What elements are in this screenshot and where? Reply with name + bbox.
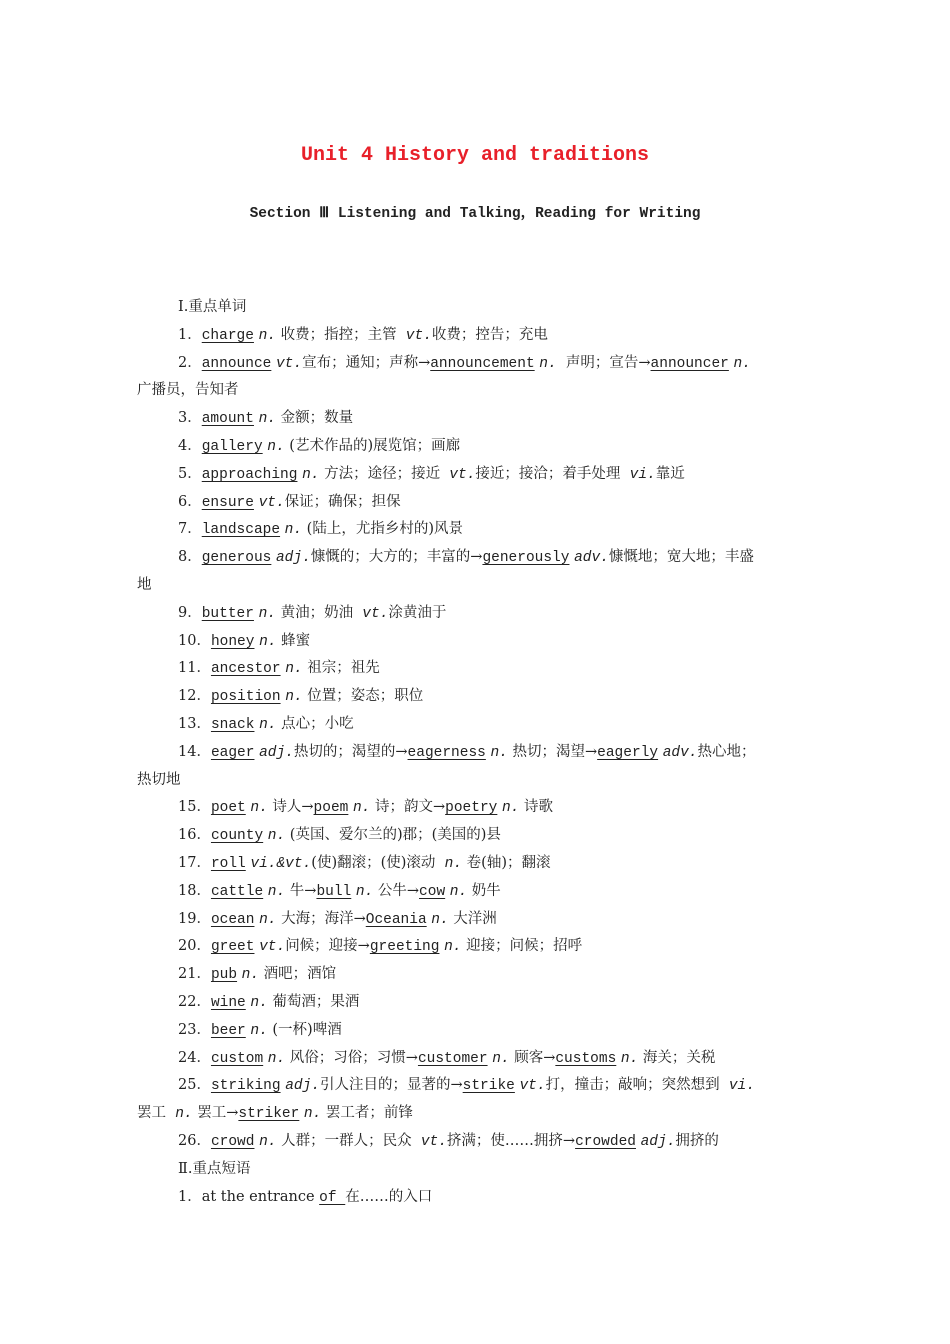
definition-text: 6． (178, 493, 202, 510)
part-of-speech: n. (490, 744, 508, 761)
definition-text: 诗；韵文→ (370, 799, 446, 816)
answer-word: striker (238, 1106, 300, 1123)
part-of-speech: n. (258, 411, 276, 428)
definition-text: 大海；海洋→ (276, 910, 366, 927)
list-item-continuation (137, 1100, 817, 1128)
part-of-speech: n. (620, 1050, 639, 1067)
definition-text: 1． (178, 326, 202, 343)
list-item (137, 405, 817, 433)
answer-word: poetry (445, 800, 498, 817)
answer-word: custom (210, 1050, 264, 1067)
answer-word: eagerness (407, 744, 486, 761)
answer-word: customer (417, 1050, 488, 1067)
part-of-speech: n. (267, 1050, 286, 1067)
list-item (137, 489, 817, 517)
list-item (137, 544, 817, 572)
answer-word: snack (210, 716, 255, 733)
definition-text: 卷(轴)；翻滚 (462, 854, 551, 871)
list-item (137, 878, 817, 906)
definition-text: 18． (178, 882, 211, 899)
definition-text: 位置；姿态；职位 (302, 688, 424, 705)
definition-text: 慷慨的；大方的；丰富的→ (310, 549, 483, 566)
definition-text: 17． (178, 854, 211, 871)
definition-text: 酒吧；酒馆 (259, 966, 337, 983)
answer-word: roll (210, 855, 246, 872)
answer-word: of (319, 1189, 346, 1206)
part-of-speech: n. (444, 855, 463, 872)
answer-word: landscape (201, 522, 281, 539)
definition-text: (陆上，尤指乡村的)风景 (302, 521, 464, 538)
part-of-speech: adj. (275, 550, 311, 567)
definition-text: 13． (178, 715, 211, 732)
definition-text: 24． (178, 1049, 211, 1066)
definition-text: 问候；迎接→ (285, 938, 370, 955)
part-of-speech: n. (258, 605, 276, 622)
answer-word: wine (210, 994, 246, 1011)
section-heading: Ⅰ.重点单词 (178, 299, 247, 315)
definition-text: 诗人→ (267, 799, 314, 816)
definition-text: 5． (178, 465, 202, 482)
section-heading: Ⅱ.重点短语 (178, 1160, 251, 1177)
answer-word: strike (462, 1078, 515, 1095)
part-of-speech: vt. (449, 466, 476, 483)
list-item (137, 850, 817, 878)
definition-text: (英国、爱尔兰的)郡；(美国的)县 (285, 827, 501, 844)
definition-text: 公牛→ (373, 882, 420, 899)
list-item-continuation (137, 377, 817, 405)
part-of-speech: n. (241, 967, 260, 984)
answer-word: approaching (201, 466, 298, 483)
definition-text: 顾客→ (509, 1049, 556, 1066)
definition-text: 26． (178, 1132, 211, 1149)
answer-word: crowded (575, 1133, 636, 1150)
definition-text: 牛→ (285, 882, 317, 899)
answer-word: customs (555, 1050, 617, 1067)
answer-word: gallery (201, 438, 263, 455)
list-item (137, 822, 817, 850)
definition-text: 热切地 (137, 771, 181, 788)
part-of-speech: n. (259, 911, 277, 928)
definition-text: 10． (178, 632, 211, 649)
answer-word: greet (210, 939, 255, 956)
answer-word: generous (201, 550, 272, 567)
definition-text: 宣布；通知；声称→ (302, 354, 431, 371)
list-item (137, 933, 817, 961)
definition-text: 蜂蜜 (276, 632, 311, 649)
list-item (137, 794, 817, 822)
part-of-speech: n. (431, 911, 449, 928)
part-of-speech: vt. (259, 939, 286, 956)
definition-text: 热切的；渴望的→ (293, 743, 408, 760)
definition-text: 海关；关税 (638, 1049, 716, 1066)
list-item (137, 683, 817, 711)
part-of-speech: n. (303, 1106, 322, 1123)
answer-word: poem (313, 800, 349, 817)
definition-text: 挤满；使……拥挤→ (446, 1132, 576, 1149)
definition-text: 金额；数量 (275, 410, 354, 427)
list-item (137, 961, 817, 989)
answer-word: ocean (210, 911, 255, 928)
definition-text: 引人注目的；显著的→ (320, 1077, 463, 1094)
part-of-speech: vt. (275, 355, 303, 372)
definition-text: (一杯)啤酒 (267, 1021, 342, 1038)
part-of-speech: adv. (662, 744, 698, 761)
answer-word: pub (210, 967, 238, 984)
definition-text: 3． (178, 410, 202, 427)
definition-text: (艺术作品的)展览馆；画廊 (284, 437, 461, 454)
definition-text: 收费；指控；主管 (275, 326, 406, 343)
definition-text: 2． (178, 354, 202, 371)
part-of-speech: n. (501, 800, 520, 817)
list-item (137, 1128, 817, 1156)
definition-text: 黄油；奶油 (275, 604, 363, 621)
definition-text: 葡萄酒；果酒 (267, 993, 360, 1010)
definition-text: 4． (178, 437, 202, 454)
part-of-speech: n. (733, 355, 751, 372)
part-of-speech: n. (539, 355, 557, 372)
list-item (137, 600, 817, 628)
definition-text: 拥挤的 (675, 1132, 719, 1149)
definition-text: 地 (137, 576, 152, 593)
part-of-speech: n. (444, 939, 462, 956)
answer-word: announcement (430, 355, 535, 372)
part-of-speech: n. (259, 716, 277, 733)
list-item (137, 711, 817, 739)
definition-text: 在……的入口 (345, 1188, 433, 1205)
answer-word: eagerly (597, 744, 659, 761)
part-of-speech: vt. (258, 494, 285, 511)
definition-text: 15． (178, 799, 211, 816)
definition-text: 1．at the entrance (178, 1188, 320, 1205)
definition-text: 热心地； (697, 743, 756, 760)
definition-text: 收费；控告；充电 (431, 326, 548, 343)
list-item (137, 350, 817, 378)
answer-word: crowd (210, 1133, 255, 1150)
part-of-speech: n. (267, 438, 285, 455)
definition-text: (使)翻滚；(使)滚动 (311, 854, 445, 871)
list-item (137, 739, 817, 767)
answer-word: butter (201, 605, 254, 622)
list-item (137, 655, 817, 683)
definition-text: 20． (178, 938, 211, 955)
definition-text: 慷慨地；宽大地；丰盛 (608, 549, 754, 566)
part-of-speech: adj. (285, 1078, 320, 1095)
definition-text: 点心；小吃 (276, 715, 354, 732)
list-item (137, 989, 817, 1017)
answer-word: Oceania (365, 911, 427, 928)
definition-text: 7． (178, 521, 202, 538)
part-of-speech: n. (352, 800, 371, 817)
definition-text: 风俗；习俗；习惯→ (285, 1049, 418, 1066)
definition-text: 迎接；问候；招呼 (461, 938, 583, 955)
part-of-speech: vt. (362, 605, 389, 622)
answer-word: poet (210, 800, 246, 817)
definition-text: 12． (178, 688, 211, 705)
part-of-speech: n. (175, 1106, 193, 1123)
list-item (137, 516, 817, 544)
answer-word: announcer (650, 355, 729, 372)
definition-text: 25． (178, 1077, 211, 1094)
definition-text: 罢工者；前锋 (321, 1105, 413, 1122)
part-of-speech: n. (355, 883, 374, 900)
definition-text: 人群；一群人；民众 (276, 1132, 421, 1149)
section-subtitle: Section Ⅲ Listening and Talking，Reading for Writing (249, 206, 701, 222)
part-of-speech: n. (302, 466, 320, 483)
list-item (137, 906, 817, 934)
definition-text: 广播员，告知者 (137, 382, 239, 399)
definition-text: 热切；渴望→ (507, 743, 598, 760)
definition-text: 21． (178, 966, 211, 983)
answer-word: generously (482, 550, 570, 567)
definition-text: 9． (178, 604, 202, 621)
part-of-speech: vt. (405, 327, 432, 344)
part-of-speech: vt. (519, 1078, 546, 1095)
part-of-speech: vi.&vt. (250, 855, 312, 872)
list-item (137, 461, 817, 489)
part-of-speech: vi. (728, 1078, 755, 1095)
part-of-speech: vt. (420, 1133, 447, 1150)
part-of-speech: n. (259, 633, 277, 650)
definition-text: 罢工→ (192, 1105, 239, 1122)
part-of-speech: n. (492, 1050, 510, 1067)
definition-text: 声明；宣告→ (556, 354, 651, 371)
answer-word: beer (210, 1022, 246, 1039)
part-of-speech: n. (250, 800, 268, 817)
list-item (137, 628, 817, 656)
list-item (137, 1017, 817, 1045)
definition-text: 涂黄油于 (388, 604, 447, 621)
list-item (137, 1045, 817, 1073)
definition-text: 大洋洲 (448, 910, 497, 927)
definition-text: 靠近 (655, 465, 685, 482)
list-item-continuation (137, 767, 817, 795)
definition-text: 19． (178, 910, 211, 927)
answer-word: position (210, 689, 281, 706)
list-item (137, 1072, 817, 1100)
part-of-speech: n. (250, 1022, 268, 1039)
answer-word: charge (201, 327, 254, 344)
definition-text: 16． (178, 827, 211, 844)
definition-text: 奶牛 (467, 882, 501, 899)
part-of-speech: adj. (640, 1133, 676, 1150)
definition-text: 罢工 (137, 1105, 176, 1122)
answer-word: cattle (210, 883, 264, 900)
list-item (137, 322, 817, 350)
answer-word: county (210, 828, 264, 845)
part-of-speech: n. (258, 327, 276, 344)
answer-word: announce (201, 355, 272, 372)
definition-text: 14． (178, 743, 211, 760)
part-of-speech: n. (284, 522, 303, 539)
list-item (137, 1184, 817, 1212)
part-of-speech: n. (285, 689, 303, 706)
definition-text: 方法；途径；接近 (319, 465, 450, 482)
answer-word: cow (419, 883, 446, 900)
part-of-speech: n. (259, 1133, 277, 1150)
list-item-continuation (137, 572, 817, 600)
definition-text: 保证；确保；担保 (284, 493, 401, 510)
definition-text: 祖宗；祖先 (302, 660, 380, 677)
part-of-speech: n. (285, 661, 303, 678)
part-of-speech: n. (250, 994, 268, 1011)
definition-text: 8． (178, 549, 202, 566)
answer-word: striking (210, 1078, 281, 1095)
definition-text: 22． (178, 993, 211, 1010)
vocabulary-list (137, 294, 817, 1211)
part-of-speech: vi. (629, 466, 656, 483)
answer-word: honey (210, 633, 255, 650)
part-of-speech: adv. (574, 550, 609, 567)
answer-word: bull (316, 883, 352, 900)
definition-text: 23． (178, 1021, 211, 1038)
answer-word: ensure (201, 494, 254, 511)
unit-title: Unit 4 History and traditions (300, 144, 650, 167)
answer-word: ancestor (210, 661, 281, 678)
part-of-speech: n. (267, 828, 286, 845)
list-item (137, 433, 817, 461)
answer-word: eager (210, 744, 255, 761)
definition-text: 诗歌 (519, 799, 553, 816)
definition-text: 打，撞击；敲响；突然想到 (545, 1077, 729, 1094)
part-of-speech: adj. (259, 744, 294, 761)
answer-word: amount (201, 411, 254, 428)
part-of-speech: n. (267, 883, 286, 900)
definition-text: 接近；接洽；着手处理 (475, 465, 630, 482)
definition-text: 11． (178, 660, 211, 677)
answer-word: greeting (369, 939, 440, 956)
part-of-speech: n. (449, 883, 468, 900)
